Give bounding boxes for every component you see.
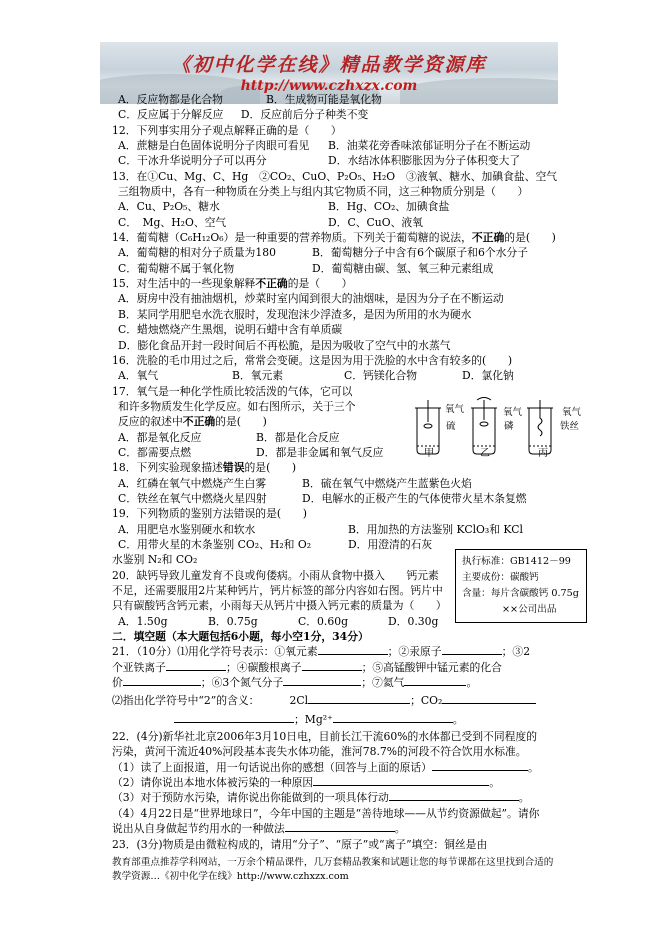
q17-option-d: D．都是非金属和氧气反应 (256, 445, 384, 459)
q21-text: 21．（10分）⑴用化学符号表示：①氧元素 (112, 645, 318, 659)
q12-row2 (112, 153, 562, 168)
q14-stem-keyword: 不正确 (471, 231, 505, 245)
label-yi-substance: 磷 (504, 421, 514, 432)
q13-option-d: D．C、CuO、液氧 (328, 215, 423, 229)
q21-blank-9[interactable] (442, 693, 536, 704)
section-2-title: 二．填空题（本大题包括6小题，每小空1分，34分） (112, 630, 369, 644)
label-bing: 丙 (538, 448, 548, 459)
q14-stem (112, 230, 562, 245)
q22-line-7: 说出从自身做起节约用水的一种做法 。 (112, 822, 406, 836)
label-bing-substance: 铁丝 (560, 421, 580, 432)
q22-text: （3）对于预防水污染，请你说出你能做到的一项具体行动 (112, 791, 389, 805)
q22-line-2: 污染，黄河干流近40%河段基本丧失水体功能，淮河78.7%的河段不符合饮用水标准。 (112, 745, 527, 759)
q22-line-3: （1）读了上面报道，用一句话说出你的感想（回答与上面的原话） 。 (112, 760, 539, 774)
q18-option-b: B．硫在氧气中燃烧产生蓝紫色火焰 (302, 476, 472, 490)
q19-stem: 19．下列物质的鉴别方法错误的是( ) (112, 507, 307, 521)
label-line-1: 执行标准：GB1412－99 (462, 556, 571, 567)
q21-blank-11[interactable] (333, 712, 453, 723)
q21-text: ；⑦氦气 (361, 676, 405, 690)
q21-blank-10[interactable] (174, 712, 294, 723)
q14-stem-text: 14．葡萄糖（C₆H₁₂O₆）是一种重要的营养物质。下列关于葡萄糖的说法， (112, 231, 472, 245)
calcium-tablet-label (455, 549, 587, 623)
q21-blank-4[interactable] (302, 660, 362, 671)
q22-text: （1）读了上面报道，用一句话说出你的感想（回答与上面的原话） (112, 760, 432, 774)
q22-text: （2）请你说出本地水体被污染的一种原因 (112, 776, 314, 790)
q18-stem (112, 460, 562, 475)
q21-text: ；④碳酸根离子 (225, 660, 302, 674)
q17-stem-end: 的是( ) (215, 415, 267, 429)
q18-stem-text: 18．下列实验现象描述 (112, 461, 223, 475)
q21-text: 价 (112, 676, 123, 690)
q12-option-c: C．干冰升华说明分子可以再分 (118, 154, 267, 168)
q22-blank-4[interactable] (285, 821, 395, 832)
q22-text: 说出从自身做起节约用水的一种做法 (112, 822, 285, 836)
q21-blank-7[interactable] (404, 675, 466, 686)
q18-stem-end: 的是( ) (244, 461, 297, 475)
q18-stem-keyword: 错误 (222, 461, 245, 475)
q16-option-a: A．氧气 (118, 369, 159, 383)
label-line-2: 主要成份：碳酸钙 (462, 572, 539, 583)
q18-row2 (112, 491, 562, 506)
q19-option-b: B．用加热的方法鉴别 KClO₃和 KCl (348, 522, 523, 536)
q17-option-c: C．都需要点燃 (118, 445, 192, 459)
q21-blank-1[interactable] (318, 644, 388, 655)
q16-option-c: C．钙镁化合物 (344, 369, 418, 383)
q19-option-a: A．用肥皂水鉴别硬水和软水 (118, 522, 256, 536)
q21-line-5 (112, 712, 562, 727)
banner-title: 《初中化学在线》精品教学资源库 (171, 54, 487, 76)
q11-row2 (112, 107, 562, 122)
q21-text: ；⑤高锰酸钾中锰元素的化合 (361, 660, 502, 674)
q15-option-c: C．蜡烛燃烧产生黑烟，说明石蜡中含有单质碳 (118, 323, 343, 337)
q16-row (112, 368, 562, 383)
q21-blank-3[interactable] (166, 660, 226, 671)
q21-blank-5[interactable] (123, 675, 201, 686)
label-jia: 甲 (424, 448, 434, 459)
q22-blank-3[interactable] (389, 790, 519, 801)
q21-line-3 (112, 675, 562, 690)
label-bing-gas: 氧气 (562, 407, 582, 418)
q20-option-c: C．0.60g (298, 614, 349, 628)
q15-option-b: B．某同学用肥皂水洗衣服时，发现泡沫少浮渣多，是因为所用的水为硬水 (118, 307, 472, 321)
q16-option-d: D．氯化钠 (462, 369, 514, 383)
q11-option-a: A．反应物都是化合物 (118, 93, 223, 106)
q11-option-c: C．反应属于分解反应 (118, 108, 224, 122)
q15-option-d: D．膨化食品开封一段时间后不再松脆，是因为吸收了空气中的水蒸气 (118, 338, 451, 352)
q20-line-3: 只有碳酸钙含钙元素，小雨每天从钙片中摄入钙元素的质量为（ ） (112, 599, 447, 613)
q18-option-d: D．电解水的正极产生的气体使带火星木条复燃 (302, 491, 527, 505)
q17-stem-keyword: 不正确 (182, 415, 216, 429)
q21-line-2 (112, 660, 562, 675)
q14-option-c: C．葡萄糖不属于氧化物 (118, 261, 235, 275)
q21-text: 个亚铁离子 (112, 660, 166, 674)
q13-stem-1: 13．在①Cu、Mg、C、Hg ②CO₂、CuO、P₂O₅、H₂O ③液氧、糖水、加碘食盐、空气 (112, 169, 558, 183)
q21-text: ；⑥3个氮气分子 (200, 676, 284, 690)
q13-row2 (112, 215, 562, 230)
q20-option-b: B．0.75g (208, 614, 258, 628)
label-jia-gas (445, 404, 464, 415)
footer-line-1: 教育部重点推荐学科网站，一万余个精品课件，几万套精品教案和试题让您的每节课都在这里找到合适的 (112, 857, 554, 868)
q12-option-d: D．水结冰体积膨胀因为分子体积变大了 (328, 154, 521, 168)
q22-blank-1[interactable] (432, 760, 528, 771)
label-jia-substance: 硫 (446, 421, 456, 432)
q21-line-1 (112, 644, 562, 659)
q15-stem (112, 276, 562, 291)
label-yi: 乙 (480, 448, 490, 459)
q21-text: 。 (466, 676, 478, 690)
q11-option-d: D．反应前后分子种类不变 (240, 108, 369, 122)
q17-stem-text: 反应的叙述中 (118, 415, 183, 429)
q13-option-a: A．Cu、P₂O₅、糖水 (118, 200, 220, 214)
q22-line-5: （3）对于预防水污染，请你说出你能做到的一项具体行动 。 (112, 791, 530, 805)
q21-line-4 (112, 693, 562, 708)
q22-line-6: （4）4月22日是“世界地球日”，今年中国的主题是“善待地球——从节约资源做起”。请你 (112, 806, 540, 820)
banner-url[interactable]: http://www.czhxzx.com (240, 78, 418, 94)
q21-blank-2[interactable] (442, 644, 502, 655)
q22-line-1: 22．(4分)新华社北京2006年3月10日电，目前长江干流60%的水体都已受到不同程度的 (112, 730, 538, 744)
q20-line-1: 20．缺钙导致儿童发育不良或佝偻病。小雨从食物中摄入 钙元素 (112, 568, 439, 582)
q14-option-b: B．葡萄糖分子中含有6个碳原子和6个水分子 (312, 246, 529, 260)
q15-stem-end: 的是（ ） (287, 277, 353, 291)
q13-row1 (112, 199, 562, 214)
label-line-4: ××公司出品 (502, 604, 557, 615)
q11-option-b: B．生成物可能是氧化物 (266, 93, 382, 106)
q21-text: 。 (452, 712, 464, 726)
q20-option-a: A．1.50g (118, 614, 168, 628)
q21-symbol: ；CO₂ (410, 694, 443, 708)
q13-option-c: C． Mg、H₂O、空气 (118, 215, 227, 229)
q21-blank-6[interactable] (283, 675, 361, 686)
q21-blank-8[interactable] (308, 693, 410, 704)
q13-option-b: B．Hg、CO₂、加碘食盐 (328, 200, 450, 214)
q19-option-d: D．用澄清的石灰 (348, 537, 433, 551)
q14-option-d: D．葡萄糖由碳、氢、氧三种元素组成 (312, 261, 494, 275)
q12-row1 (112, 138, 562, 153)
q12-stem: 12．下列事实用分子观点解释正确的是（ ） (112, 123, 342, 137)
q17-stem-2: 和许多物质发生化学反应。如右图所示，关于三个 (118, 399, 356, 413)
q15-stem-keyword: 不正确 (255, 277, 288, 291)
q22-blank-2[interactable] (313, 775, 489, 786)
q19-row1 (112, 522, 562, 537)
q23-line-1: 23．(3分)物质是由微粒构成的，请用“分子”、“原子”或“离子”填空：铜丝是由 (112, 837, 488, 851)
q18-option-a: A．红磷在氧气中燃烧产生白雾 (118, 476, 267, 490)
q13-stem-2: 三组物质中，各有一种物质在分类上与组内其它物质不同，这三种物质分别是（ ） (118, 185, 529, 199)
label-line-3: 含量：每片含碳酸钙 0.75g (462, 588, 579, 599)
q19-option-d-cont: 水鉴别 N₂和 CO₂ (112, 553, 198, 567)
q17-option-b: B．都是化合反应 (256, 430, 340, 444)
q21-symbol: ；Mg²⁺ (294, 712, 333, 726)
q16-stem: 16．洗脸的毛巾用过之后，常常会变硬。这是因为用于洗脸的水中含有较多的( ) (112, 353, 513, 367)
q12-option-b: B．油菜花旁香味浓郁证明分子在不断运动 (328, 139, 531, 153)
label-text: 氧气 (445, 404, 465, 415)
q21-text: ；③2 (501, 645, 531, 659)
q14-row2 (112, 261, 562, 276)
q14-option-a: A．葡萄糖的相对分子质量为180 (118, 246, 276, 260)
exam-content (112, 92, 562, 852)
q17-option-a: A．都是氧化反应 (118, 430, 202, 444)
q16-option-b: B．氧元素 (232, 369, 284, 383)
q21-text: ；②汞原子 (387, 645, 442, 659)
q22-line-4: （2）请你说出本地水体被污染的一种原因 。 (112, 776, 501, 790)
q21-symbol: 2Cl (289, 694, 309, 708)
q14-row1 (112, 245, 562, 260)
q18-option-c: C．铁丝在氧气中燃烧火星四射 (118, 491, 267, 505)
label-yi-gas: 氧气 (503, 407, 523, 418)
page-footer (112, 856, 572, 884)
q17-stem-1: 17．氧气是一种化学性质比较活泼的气体，它可以 (112, 384, 353, 398)
q12-option-a: A．蔗糖是白色固体说明分子肉眼可看见 (118, 139, 310, 153)
q20-option-d: D．0.30g (388, 614, 439, 628)
q19-option-c: C．用带火星的木条鉴别 CO₂、H₂和 O₂ (118, 537, 312, 551)
q15-option-a: A．厨房中没有抽油烟机，炒菜时室内闻到很大的油烟味，是因为分子在不断运动 (118, 292, 504, 306)
q18-row1 (112, 476, 562, 491)
q20-line-2: 不足，还需要服用2片某种钙片，钙片标签的部分内容如右图。钙片中 (112, 584, 443, 597)
q14-stem-end: 的是( ) (504, 231, 556, 245)
q21-text: ⑵指出化学符号中“2”的含义： (112, 694, 260, 708)
q11-row1 (112, 92, 562, 107)
footer-line-2: 教学资源…《初中化学在线》http://www.czhxzx.com (112, 871, 349, 882)
q15-stem-text: 15．对生活中的一些现象解释 (112, 277, 256, 291)
